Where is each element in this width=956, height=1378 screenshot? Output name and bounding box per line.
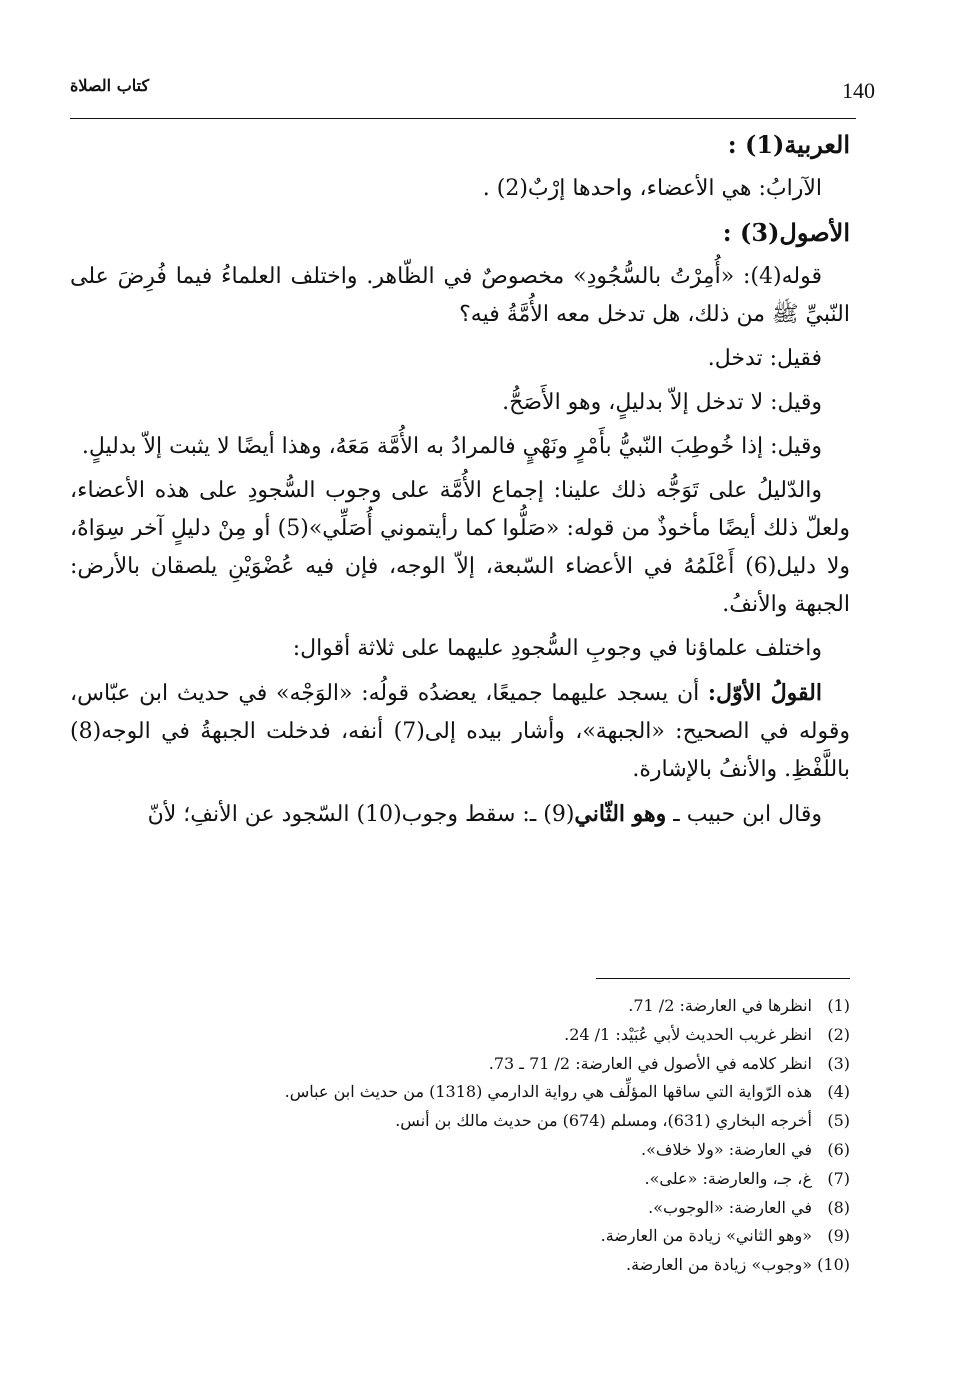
para5-start: وقال ابن حبيب ـ <box>666 802 822 827</box>
footnote-number: (7) <box>827 1168 850 1188</box>
footnote-text: انظرها في العارضة: 2/ 71. <box>628 996 812 1015</box>
first-opinion-label: القولُ الأوّل: <box>707 680 822 706</box>
footnote-text: في العارضة: «الوجوب». <box>648 1197 812 1217</box>
footnote <box>150 1251 850 1280</box>
opinion-1: فقيل: تدخل. <box>707 346 822 371</box>
paragraph-aarab: الآرابُ: هي الأعضاء، واحدها إرْبٌ(2) . <box>482 176 822 201</box>
header-rule <box>70 118 856 119</box>
second-opinion-label: وهو الثّاني <box>574 801 667 827</box>
footnote-number: (10) <box>817 1255 850 1275</box>
footnote-number: (1) <box>827 996 850 1015</box>
footnote-text: غ، جـ، والعارضة: «على». <box>644 1168 812 1188</box>
footnote-text: انظر غريب الحديث لأبي عُبَيْد: 1/ 24. <box>564 1024 812 1044</box>
footnote-text: في العارضة: «ولا خلاف». <box>641 1139 812 1159</box>
footnote-rule <box>596 978 850 979</box>
footnote <box>150 1136 850 1165</box>
paragraph-3: واختلف علماؤنا في وجوبِ السُّجودِ عليهما على ثلاثة أقوال: <box>292 636 822 661</box>
paragraph-1: قوله(4): «أُمِرْتُ بالسُّجُودِ» مخصوصٌ في الظّاهر. واختلف العلماءُ فيما فُرِضَ على النّبيِّ ﷺ من ذلك، هل تدخل معه الأُمَّةُ فيه؟ <box>70 264 850 327</box>
footnote-number: (3) <box>827 1053 850 1073</box>
footnote-text: «وجوب» زيادة من العارضة. <box>626 1255 812 1275</box>
heading-usul: الأصول(3) : <box>722 218 850 247</box>
footnote-text: «وهو الثاني» زيادة من العارضة. <box>600 1226 812 1246</box>
footnote <box>150 992 850 1021</box>
footnotes <box>150 992 850 1280</box>
footnote-text: انظر كلامه في الأصول في العارضة: 2/ 71 ـ 73. <box>488 1053 812 1073</box>
footnote-text: أخرجه البخاري (631)، ومسلم (674) من حديث مالك بن أنس. <box>395 1111 812 1131</box>
para5-end: (9) ـ: سقط وجوب(10) السّجود عن الأنفِ؛ لأنّ <box>147 802 575 827</box>
heading-arabic: العربية(1) : <box>727 130 850 159</box>
paragraph-4 <box>70 674 850 789</box>
page-number: 140 <box>842 78 875 103</box>
footnote-number: (6) <box>827 1139 850 1159</box>
page-header <box>70 72 875 112</box>
footnote <box>150 1078 850 1107</box>
footnote-number: (8) <box>827 1197 850 1217</box>
footnote <box>150 1107 850 1136</box>
footnote <box>150 1165 850 1194</box>
footnote-number: (4) <box>827 1082 850 1102</box>
footnote <box>150 1050 850 1079</box>
footnote-text: هذه الرّواية التي ساقها المؤلِّف هي رواية الدارمي (1318) من حديث ابن عباس. <box>284 1082 812 1102</box>
footnote-number: (9) <box>827 1226 850 1246</box>
footnote <box>150 1021 850 1050</box>
first-opinion-text: أن يسجد عليهما جميعًا، يعضدُه قولُه: «الوَجْه» في حديث ابن عبّاس، وقوله في الصحيح: «الجبهة»، وأشار بيده إلى(7) أنفه، فدخلت الجبهةُ في الوجه(8) باللَّفْظِ. والأنفُ بالإشارة. <box>70 681 851 782</box>
footnote <box>150 1194 850 1223</box>
paragraph-5 <box>70 795 850 834</box>
main-text <box>70 126 850 840</box>
opinion-3: وقيل: إذا خُوطِبَ النّبيُّ بأَمْرٍ ونَهْيٍ فالمرادُ به الأُمَّة مَعَهُ، وهذا أيضًا لا يثبت إلاّ بدليلٍ. <box>81 434 822 459</box>
opinion-2: وقيل: لا تدخل إلاّ بدليلٍ، وهو الأَصَحُّ. <box>502 390 822 415</box>
running-head: كتاب الصلاة <box>70 76 150 95</box>
footnote <box>150 1222 850 1251</box>
footnote-number: (5) <box>827 1111 850 1131</box>
paragraph-2: والدّليلُ على تَوَجُّه ذلك علينا: إجماع الأُمَّة على وجوب السُّجودِ على هذه الأعضاء، ولعلّ ذلك أيضًا مأخوذٌ من قوله: «صَلُّوا كما رأيتموني أُصَلِّي»(5) أو مِنْ دليلٍ آخر سِوَاهُ، ولا دليل(6) أَعْلَمُهُ في الأعضاء السّبعة، إلاّ الوجه، فإن فيه عُضْوَيْنِ يلصقان بالأرض: الجبهة والأنفُ. <box>70 478 850 617</box>
footnote-number: (2) <box>827 1024 850 1044</box>
